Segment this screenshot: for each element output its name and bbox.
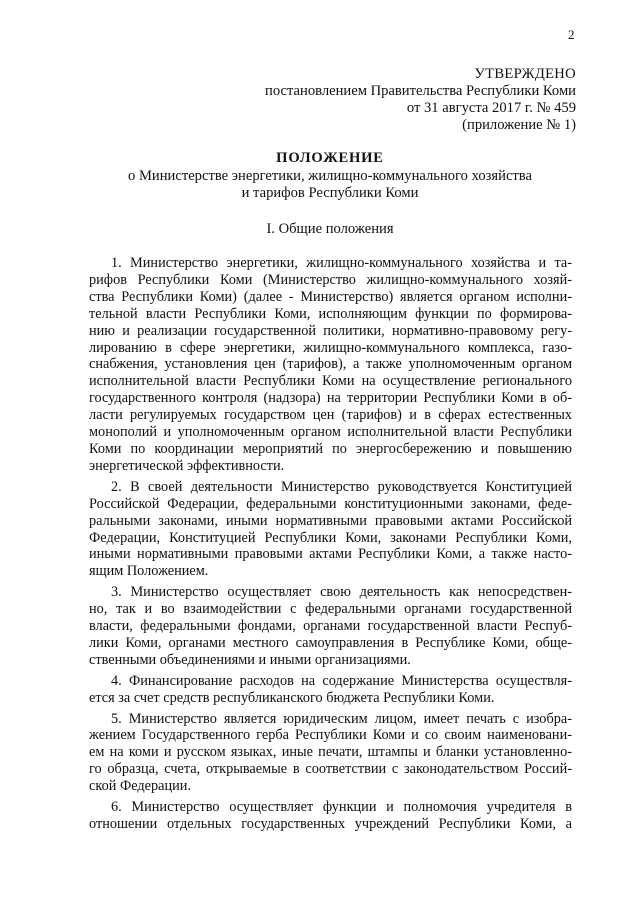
document-subtitle-line: о Министерстве энергетики, жилищно-коммунального хозяйства — [128, 168, 532, 184]
document-subtitle-line: и тарифов Республики Коми — [241, 185, 419, 201]
paragraph-line: 4. Финансирование расходов на содержание Министерства осуществля- — [111, 672, 572, 689]
approval-appendix-line: (приложение № 1) — [462, 117, 576, 133]
paragraph — [89, 711, 572, 796]
paragraph-line: Федерации, Конституцией Республики Коми, законами Республики Коми, — [89, 529, 572, 546]
paragraph — [89, 479, 572, 580]
approval-line: постановлением Правительства Республики Коми — [265, 83, 576, 99]
paragraph-line: ральными законами, иными нормативными правовыми актами Российской — [89, 512, 572, 529]
approval-heading: УТВЕРЖДЕНО — [474, 66, 576, 82]
paragraph-line: ской Федерации. — [89, 778, 192, 795]
paragraph-line: монополий и уполномоченным органом исполнительной власти Республики — [89, 424, 572, 441]
paragraph-line: 1. Министерство энергетики, жилищно-коммунального хозяйства и та- — [111, 255, 572, 271]
paragraph-line: 6. Министерство осуществляет функции и полномочия учредителя в — [111, 799, 572, 816]
paragraph-line: отношении отдельных государственных учреждений Республики Коми, а — [89, 816, 572, 832]
paragraph-line: ящим Положением. — [89, 563, 209, 580]
paragraph-line: Коми по координации мероприятий по энергосбережению и повышению — [89, 440, 572, 457]
paragraph — [89, 584, 572, 669]
paragraph-line: государственного контроля (надзора) на территории Республики Коми в об- — [89, 390, 572, 407]
paragraph-line: лированию в сфере энергетики, жилищно-коммунального комплекса, газо- — [89, 339, 572, 356]
paragraph-line: ется за счет средств республиканского бюджета Республики Коми. — [89, 689, 495, 706]
document-body — [89, 255, 572, 837]
paragraph-line: тельной власти Республики Коми, исполняющим функции по формирова- — [89, 305, 572, 322]
paragraph-line: иными нормативными правовыми актами Республики Коми, а также насто- — [89, 546, 572, 563]
paragraph-line: но, так и во взаимодействии с федеральными органами государственной — [89, 601, 572, 618]
page-number: 2 — [568, 27, 575, 42]
paragraph-line: ласти регулируемых государством цен (тарифов) и в сферах естественных — [89, 407, 572, 424]
paragraph-line: нию и реализации государственной политики, нормативно-правовому регу- — [89, 322, 572, 339]
paragraph-line: жением Государственного герба Республики Коми и со своим наименовани- — [89, 727, 572, 744]
paragraph — [89, 799, 572, 833]
paragraph-line: энергетической эффективности. — [89, 457, 285, 474]
paragraph-line: ем на коми и русском языках, иные печати, штампы и бланки установленно- — [89, 744, 572, 761]
paragraph-line: 5. Министерство является юридическим лицом, имеет печать с изобра- — [111, 710, 572, 727]
approval-date-line: от 31 августа 2017 г. № 459 — [406, 100, 576, 116]
paragraph-line: го образца, счета, открываемые в соответствии с законодательством Россий- — [89, 761, 572, 778]
paragraph-line: снабжения, установления цен (тарифов), а также уполномоченным органом — [89, 356, 572, 373]
document-title: ПОЛОЖЕНИЕ — [276, 150, 384, 166]
approval-block — [265, 66, 576, 134]
paragraph-line: лики Коми, органами местного самоуправления в Республике Коми, обще- — [89, 634, 572, 651]
paragraph-line: ственными объединениями и иными организациями. — [89, 651, 411, 668]
document-title-block — [80, 150, 580, 202]
paragraph-line: ства Республики Коми) (далее - Министерство) является органом исполни- — [89, 288, 572, 305]
paragraph-line: рифов Республики Коми (Министерство жилищно-коммунального хозяй- — [89, 271, 572, 288]
paragraph-line: Российской Федерации, федеральными конституционными законами, феде- — [89, 495, 572, 512]
paragraph — [89, 673, 572, 707]
paragraph-line: 2. В своей деятельности Министерство руководствуется Конституцией — [111, 478, 572, 495]
paragraph-line: 3. Министерство осуществляет свою деятельность как непосредствен- — [111, 584, 572, 601]
paragraph — [89, 255, 572, 475]
section-heading: I. Общие положения — [266, 221, 394, 237]
paragraph-line: власти, федеральными фондами, органами государственной власти Респуб- — [89, 618, 572, 635]
paragraph-line: исполнительной власти Республики Коми на осуществление регионального — [89, 373, 572, 390]
